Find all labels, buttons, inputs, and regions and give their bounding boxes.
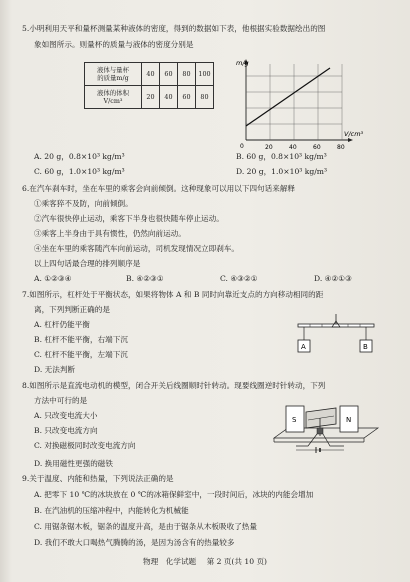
q7-option-c: C. 杠杆不能平衡，左端下沉: [34, 350, 128, 359]
q8-stem-line2: 方法中可行的是: [34, 396, 88, 405]
q5-stem-line1: 5.小明利用天平和量杯测量某种液体的密度，得到的数据如下表，他根据实验数据绘出的图: [22, 24, 326, 33]
q6-item: ③乘客上半身由于具有惯性，仍然向前运动。: [34, 229, 186, 238]
table-cell: 80: [196, 86, 214, 109]
q5-option-a: A. 20 g，0.8×10³ kg/m³: [34, 152, 125, 161]
table-cell: 100: [196, 63, 214, 86]
q7-option-a: A. 杠杆仍能平衡: [34, 320, 90, 329]
q8-stem-line1: 8.如图所示是直流电动机的模型，闭合开关后线圈顺时针转动。现要线圈逆时针转动，下列: [22, 381, 326, 390]
q7-stem-line1: 7.如图所示，杠杆处于平衡状态，如果将物体 A 和 B 同时向靠近支点的方向移动相同的距: [22, 290, 324, 299]
q5-stem-line2: 象如图所示。则量杯的质量与液体的密度分别是: [34, 40, 194, 49]
q5-option-b: B. 60 g，0.8×10³ kg/m³: [236, 152, 327, 161]
q7-option-d: D. 无法判断: [34, 365, 76, 374]
q5-graph-xtick: 40: [289, 144, 297, 151]
q6-stem-line1: 6.在汽车刹车时，坐在车里的乘客会向前倾倒。这种现象可以用以下四句话来解释: [22, 184, 296, 193]
q5-option-d: D. 20 g，1.0×10³ kg/m³: [236, 167, 328, 176]
q6-option-a: A. ①②③④: [34, 274, 72, 283]
table-cell: 80: [178, 63, 196, 86]
q5-option-c: C. 60 g，1.0×10³ kg/m³: [34, 167, 125, 176]
q5-graph-ylabel: m/g: [236, 59, 249, 67]
q8-pole-n: N: [346, 416, 352, 424]
table-cell: 40: [142, 63, 160, 86]
q7-lever-diagram: [296, 312, 380, 364]
q8-option-c: C. 对换磁极同时改变电流方向: [34, 441, 136, 450]
table-cell: 40: [160, 86, 178, 109]
q6-item: ②汽车很快停止运动，乘客下半身也很快随车停止运动。: [34, 214, 224, 223]
page-footer: [0, 556, 410, 567]
footer-page-number: 第 2 页(共 10 页): [206, 557, 268, 566]
footer-subject: 物理 化学试题: [142, 557, 197, 566]
table-cell: 20: [142, 86, 160, 109]
q8-motor-diagram: [268, 398, 384, 456]
q7-option-b: B. 杠杆不能平衡，右端下沉: [34, 335, 128, 344]
q6-stem-line2: 以上四句话最合理的排列顺序是: [34, 259, 141, 268]
q9-option-b: B. 在汽油机的压缩冲程中，内能转化为机械能: [34, 506, 189, 515]
table-row-label: 液体与量杯 的质量m/g: [85, 63, 142, 86]
q6-item: ①乘客猝不及防，向前倾倒。: [34, 199, 133, 208]
q6-item: ④坐在车里的乘客随汽车向前运动，司机发现情况立即刹车。: [34, 244, 240, 253]
table-cell: 60: [178, 86, 196, 109]
q9-stem-line1: 9.关于温度、内能和热量，下列说法正确的是: [22, 474, 174, 483]
q9-option-d: D. 我们不敢大口喝热气腾腾的汤，是因为汤含有的热量较多: [34, 538, 235, 547]
table-row-label: 液体的体积 V/cm³: [85, 86, 142, 109]
q8-pole-s: S: [292, 416, 297, 424]
q7-label-b: B: [363, 343, 368, 351]
q7-stem-line2: 离，下列判断正确的是: [34, 305, 110, 314]
q5-graph-xtick: 60: [313, 144, 321, 151]
q5-graph-xtick: 80: [337, 144, 345, 151]
q9-option-a: A. 把零下 10 ℃的冰块放在 0 ℃的冰箱保鲜室中，一段时间后，冰块的内能会增加: [34, 490, 314, 499]
table-row: [85, 63, 214, 86]
q5-graph-xtick: 20: [265, 144, 273, 151]
q5-data-table: [84, 62, 214, 109]
q8-option-b: B. 只改变电流方向: [34, 426, 98, 435]
q9-option-c: C. 用锯条锯木板，锯条的温度升高，是由于锯条从木板吸收了热量: [34, 522, 257, 531]
q7-label-a: A: [301, 343, 306, 351]
q8-option-a: A. 只改变电流大小: [34, 411, 98, 420]
q5-graph: [232, 56, 372, 156]
q6-option-d: D. ④②①③: [314, 274, 352, 283]
q5-graph-origin: 0: [240, 143, 244, 150]
q5-graph-xlabel: V/cm³: [344, 130, 364, 138]
table-cell: 60: [160, 63, 178, 86]
q6-option-c: C. ④③②①: [220, 274, 258, 283]
q5-graph-line: [246, 68, 330, 126]
q6-option-b: B. ④②③①: [126, 274, 164, 283]
q8-option-d: D. 换用磁性更强的磁铁: [34, 459, 113, 468]
table-row: [85, 86, 214, 109]
